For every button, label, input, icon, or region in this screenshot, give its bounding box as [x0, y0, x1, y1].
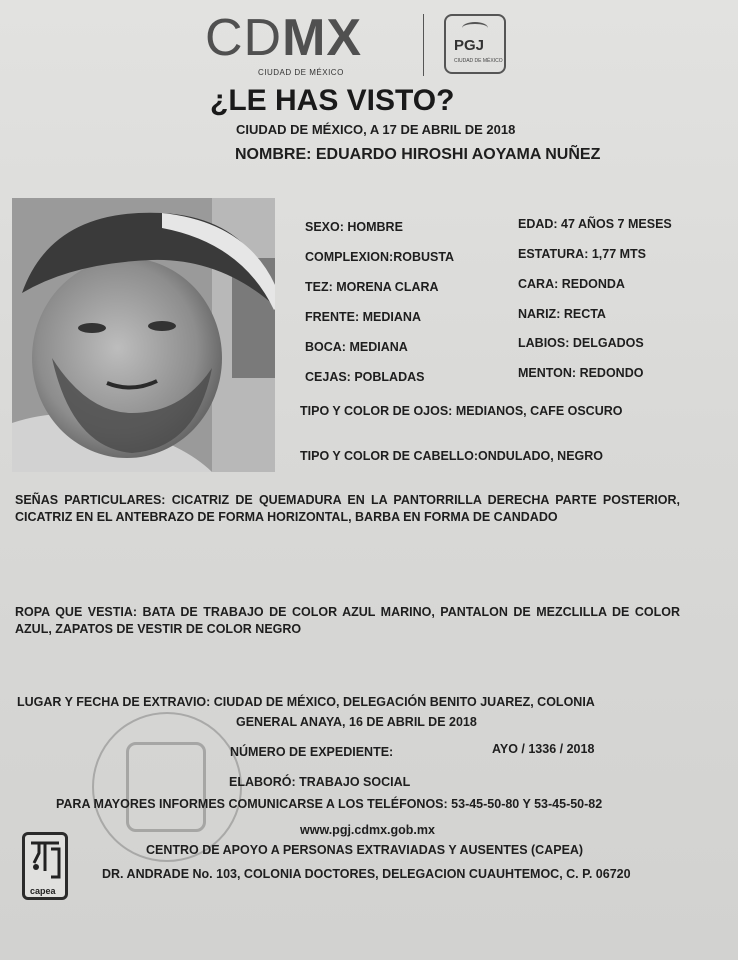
lugar-line-2: GENERAL ANAYA, 16 DE ABRIL DE 2018: [236, 715, 477, 729]
capea-logo-text: capea: [30, 886, 56, 896]
field-frente: FRENTE: MEDIANA: [305, 310, 421, 324]
telefonos-line: PARA MAYORES INFORMES COMUNICARSE A LOS TELÉFONOS: 53-45-50-80 Y 53-45-50-82: [56, 797, 603, 811]
field-estatura: ESTATURA: 1,77 MTS: [518, 247, 647, 261]
pgj-logo-subtitle: CIUDAD DE MÉXICO: [454, 58, 503, 64]
lugar-line-1: LUGAR Y FECHA DE EXTRAVIO: CIUDAD DE MÉXICO, DELEGACIÓN BENITO JUAREZ, COLONIA: [17, 695, 595, 709]
seal-emblem: [126, 742, 206, 832]
cdmx-subtitle: CIUDAD DE MÉXICO: [258, 68, 344, 77]
field-ojos: TIPO Y COLOR DE OJOS: MEDIANOS, CAFE OSCURO: [300, 404, 623, 418]
date-line: CIUDAD DE MÉXICO, A 17 DE ABRIL DE 2018: [236, 122, 516, 137]
cdmx-logo-light: CD: [205, 9, 283, 67]
header-divider: [423, 14, 424, 76]
senas-particulares: SEÑAS PARTICULARES: CICATRIZ DE QUEMADURA EN LA PANTORRILLA DERECHA PARTE POSTERIOR, CICATRIZ EN EL ANTEBRAZO DE FORMA HORIZONTAL, BARBA EN FORMA DE CANDADO: [15, 493, 680, 524]
field-tez: TEZ: MORENA CLARA: [305, 280, 439, 294]
field-cara: CARA: REDONDA: [518, 277, 625, 291]
missing-person-photo: [12, 198, 275, 472]
website-link: www.pgj.cdmx.gob.mx: [300, 823, 435, 837]
elaboro-line: ELABORÓ: TRABAJO SOCIAL: [229, 775, 411, 789]
cdmx-logo-bold: MX: [282, 9, 363, 67]
field-boca: BOCA: MEDIANA: [305, 340, 408, 354]
name-line: NOMBRE: EDUARDO HIROSHI AOYAMA NUÑEZ: [235, 146, 601, 163]
expediente-value: AYO / 1336 / 2018: [492, 742, 595, 756]
field-sexo: SEXO: HOMBRE: [305, 220, 403, 234]
field-labios: LABIOS: DELGADOS: [518, 336, 644, 350]
field-nariz: NARIZ: RECTA: [518, 307, 606, 321]
field-menton: MENTON: REDONDO: [518, 366, 644, 380]
page-title: ¿LE HAS VISTO?: [210, 84, 455, 117]
field-cejas: CEJAS: POBLADAS: [305, 370, 425, 384]
field-cabello: TIPO Y COLOR DE CABELLO:ONDULADO, NEGRO: [300, 449, 604, 463]
ropa-que-vestia: ROPA QUE VESTIA: BATA DE TRABAJO DE COLOR AZUL MARINO, PANTALON DE MEZCLILLA DE COLOR AZUL, ZAPATOS DE VESTIR DE COLOR NEGRO: [15, 605, 680, 636]
portrait-image: [12, 198, 275, 472]
capea-emblem-icon: [25, 837, 65, 881]
cdmx-logo: [205, 8, 362, 68]
address-line: DR. ANDRADE No. 103, COLONIA DOCTORES, DELEGACION CUAUHTEMOC, C. P. 06720: [102, 867, 631, 881]
pgj-emblem-icon: [462, 22, 488, 34]
field-complexion: COMPLEXION:ROBUSTA: [305, 250, 455, 264]
field-edad: EDAD: 47 AÑOS 7 MESES: [518, 217, 672, 231]
expediente-label: NÚMERO DE EXPEDIENTE:: [230, 745, 394, 759]
pgj-logo-text: PGJ: [454, 37, 485, 54]
capea-centro-line: CENTRO DE APOYO A PERSONAS EXTRAVIADAS Y AUSENTES (CAPEA): [146, 843, 584, 857]
